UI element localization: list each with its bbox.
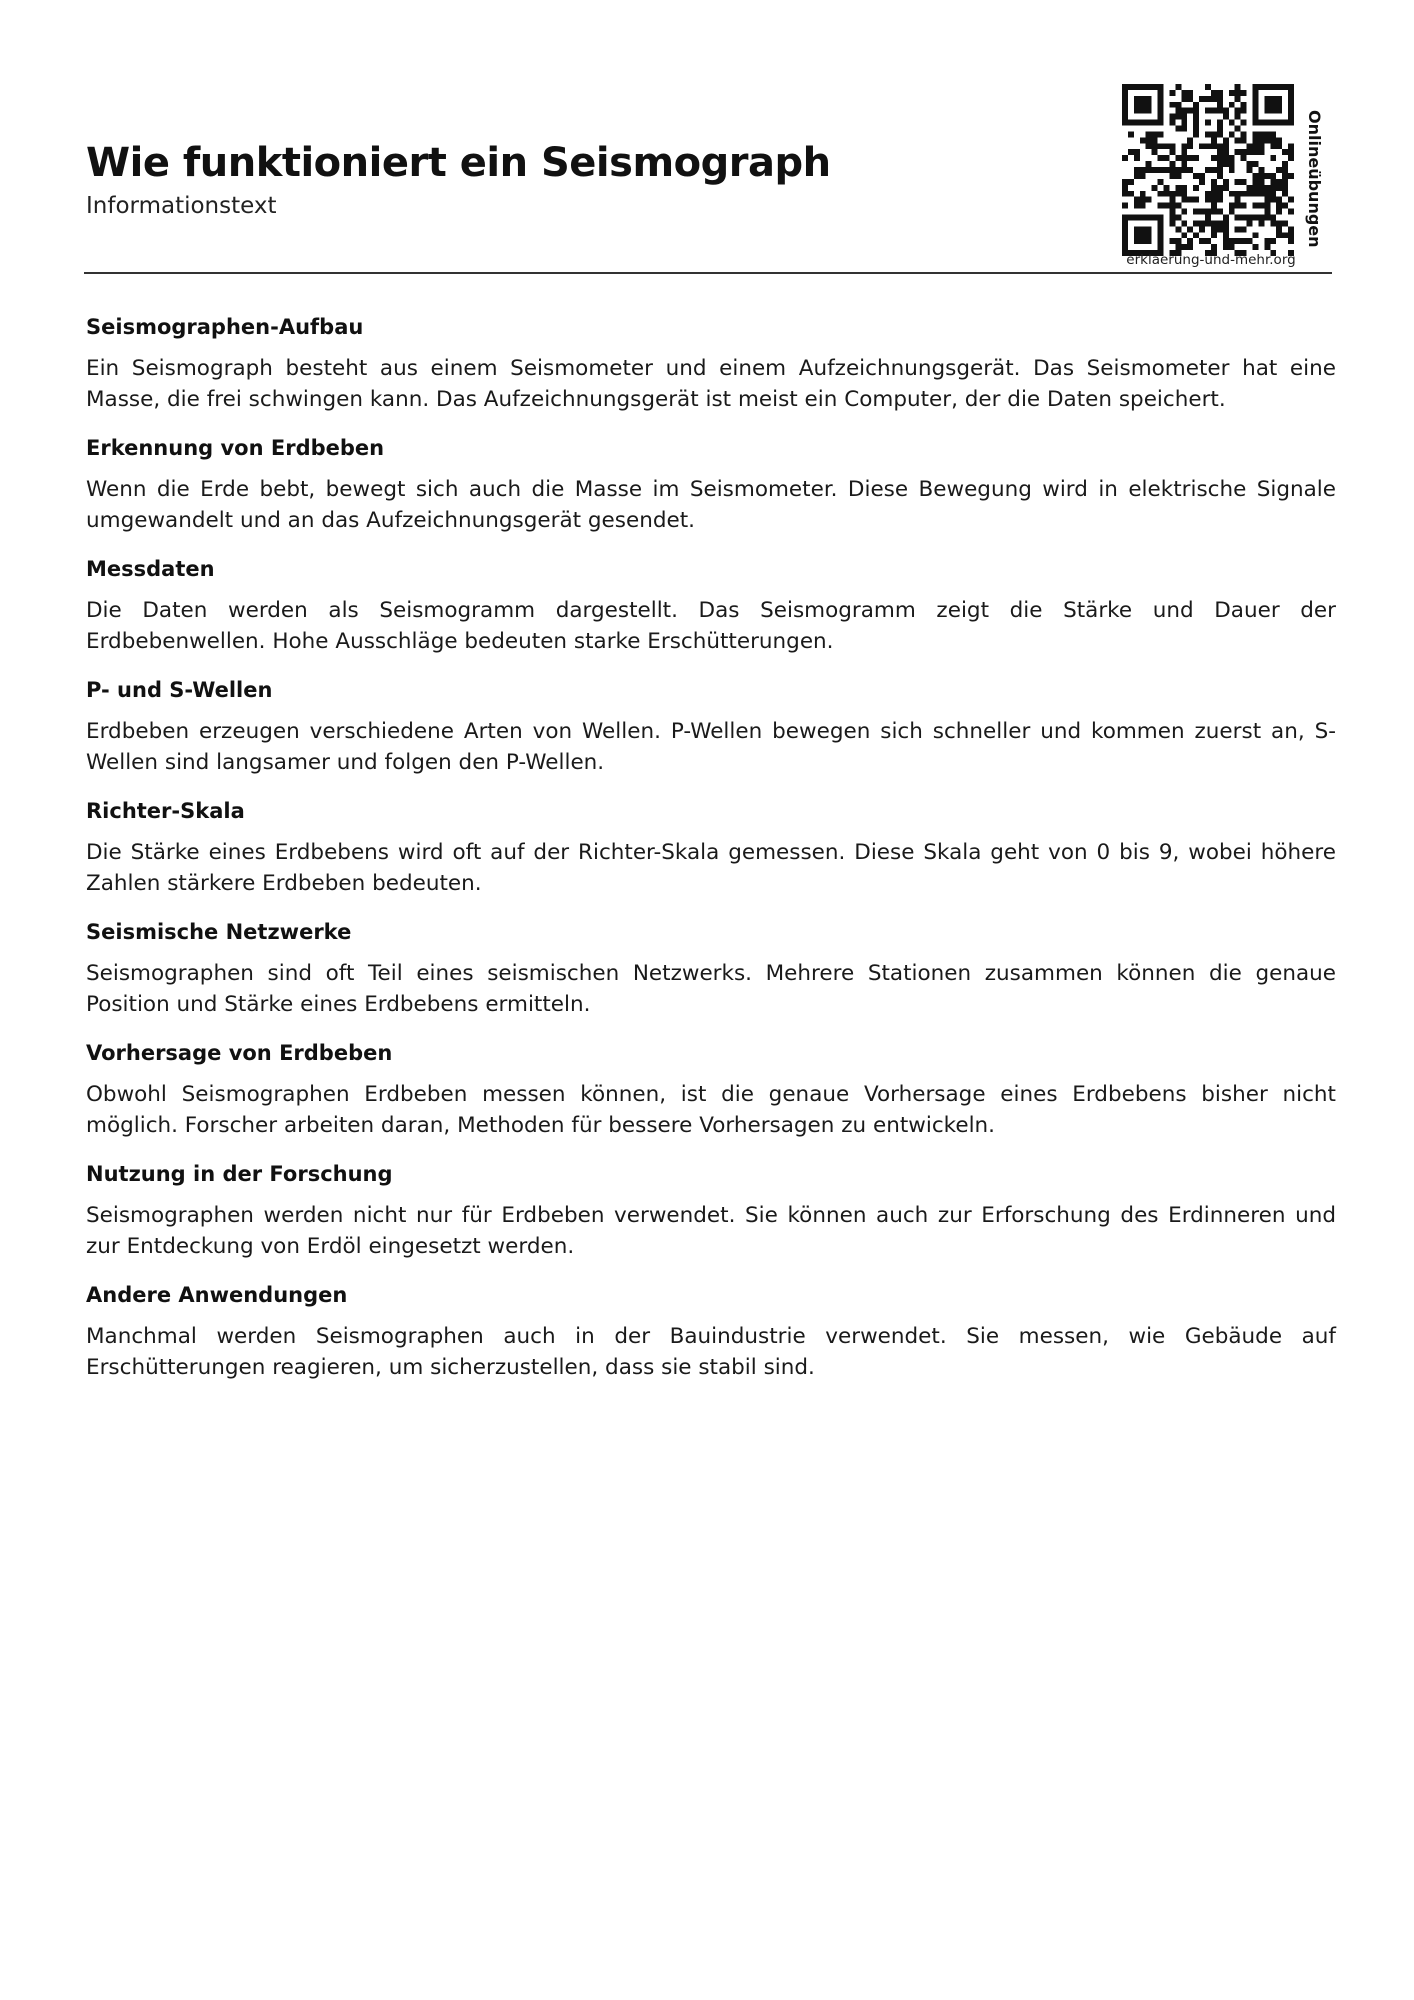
- section: [86, 917, 1336, 1020]
- page-subtitle: Informationstext: [86, 193, 277, 219]
- section-heading: Richter-Skala: [86, 799, 245, 823]
- section-text: Manchmal werden Seismographen auch in der Bauindustrie verwendet. Sie messen, wie Gebäude auf Erschütterungen reagieren, um sicherzustellen, dass sie stabil sind.: [86, 1324, 1336, 1380]
- section-heading: Messdaten: [86, 557, 215, 581]
- section-text: Obwohl Seismographen Erdbeben messen können, ist die genaue Vorhersage eines Erdbebens bisher nicht möglich. Forscher arbeiten daran, Methoden für bessere Vorhersagen zu entwickeln.: [86, 1082, 1336, 1138]
- section-heading: Seismische Netzwerke: [86, 920, 352, 944]
- section: [86, 312, 1336, 415]
- section-heading: Seismographen-Aufbau: [86, 315, 364, 339]
- section-text: Ein Seismograph besteht aus einem Seismometer und einem Aufzeichnungsgerät. Das Seismometer hat eine Masse, die frei schwingen kann. Das Aufzeichnungsgerät ist meist ein Computer, der die Daten speichert.: [86, 356, 1336, 412]
- section-text: Seismographen sind oft Teil eines seismischen Netzwerks. Mehrere Stationen zusammen können die genaue Position und Stärke eines Erdbebens ermitteln.: [86, 961, 1336, 1017]
- section: [86, 1280, 1336, 1383]
- qr-code-badge[interactable]: [1122, 84, 1300, 274]
- section-text: Erdbeben erzeugen verschiedene Arten von Wellen. P-Wellen bewegen sich schneller und kommen zuerst an, S-Wellen sind langsamer und folgen den P-Wellen.: [86, 719, 1336, 775]
- online-exercises-text: Onlineübungen: [1305, 110, 1324, 248]
- document-header: [86, 135, 1086, 221]
- section-heading: P- und S-Wellen: [86, 678, 273, 702]
- section: [86, 675, 1336, 778]
- section-text: Wenn die Erde bebt, bewegt sich auch die Masse im Seismometer. Diese Bewegung wird in elektrische Signale umgewandelt und an das Aufzeichnungsgerät gesendet.: [86, 477, 1336, 533]
- article-body: [86, 312, 1336, 1401]
- page-title: Wie funktioniert ein Seismograph: [86, 140, 831, 186]
- section-heading: Nutzung in der Forschung: [86, 1162, 393, 1186]
- section: [86, 554, 1336, 657]
- section-text: Seismographen werden nicht nur für Erdbeben verwendet. Sie können auch zur Erforschung des Erdinneren und zur Entdeckung von Erdöl eingesetzt werden.: [86, 1203, 1336, 1259]
- header-divider: [84, 272, 1332, 274]
- section: [86, 433, 1336, 536]
- section-heading: Vorhersage von Erdbeben: [86, 1041, 393, 1065]
- section: [86, 1159, 1336, 1262]
- section-text: Die Stärke eines Erdbebens wird oft auf der Richter-Skala gemessen. Diese Skala geht von 0 bis 9, wobei höhere Zahlen stärkere Erdbeben bedeuten.: [86, 840, 1336, 896]
- section-heading: Andere Anwendungen: [86, 1283, 348, 1307]
- online-exercises-label: [1300, 110, 1336, 260]
- section-text: Die Daten werden als Seismogramm dargestellt. Das Seismogramm zeigt die Stärke und Dauer der Erdbebenwellen. Hohe Ausschläge bedeuten starke Erschütterungen.: [86, 598, 1336, 654]
- section: [86, 1038, 1336, 1141]
- website-url[interactable]: erklaerung-und-mehr.org: [1126, 252, 1296, 268]
- section: [86, 796, 1336, 899]
- qr-code-icon[interactable]: [1122, 84, 1294, 256]
- section-heading: Erkennung von Erdbeben: [86, 436, 385, 460]
